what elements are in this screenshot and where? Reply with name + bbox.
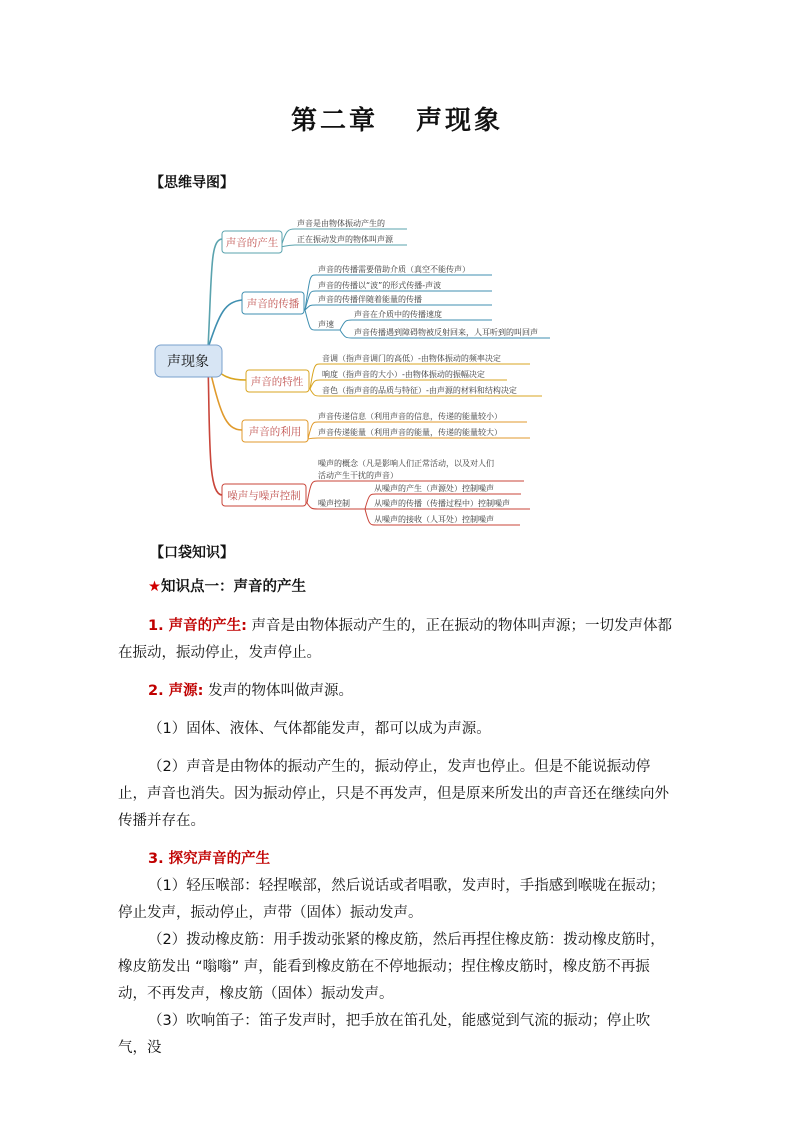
mindmap-leaf: 声音传递信息（利用声音的信息，传递的能量较小） bbox=[318, 412, 502, 421]
chapter-title bbox=[0, 100, 794, 137]
mindmap-leaf: 从噪声的接收（人耳处）控制噪声 bbox=[374, 515, 494, 524]
mind-map bbox=[150, 212, 550, 532]
star-icon: ★ bbox=[148, 579, 161, 595]
mindmap-leaf: 从噪声的传播（传播过程中）控制噪声 bbox=[374, 499, 510, 508]
mindmap-leaf: 声音的传播伴随着能量的传播 bbox=[318, 295, 422, 304]
mindmap-leaf: 声音的传播以“波”的形式传播-声波 bbox=[318, 281, 442, 290]
mindmap-leaf: 声音在介质中的传播速度 bbox=[354, 310, 442, 319]
branch-label: 声音的产生 bbox=[225, 237, 279, 249]
mindmap-leaf: 声音传递能量（利用声音的能量，传递的能量较大） bbox=[318, 428, 502, 437]
branch-label: 声音的利用 bbox=[248, 426, 302, 438]
mindmap-leaf: 活动产生干扰的声音） bbox=[318, 471, 398, 480]
mindmap-leaf: 声音是由物体振动产生的 bbox=[297, 219, 385, 228]
chapter-number: 第二章 bbox=[290, 106, 378, 136]
mindmap-leaf: 正在振动发声的物体叫声源 bbox=[297, 235, 393, 244]
paragraph: （2）声音是由物体的振动产生的，振动停止，发声也停止。但是不能说振动停止，声音也消失。因为振动停止，只是不再发声，但是原来所发出的声音还在继续向外传播并存在。 bbox=[118, 759, 669, 829]
mindmap-leaf: 音调（指声音调门的高低）-由物体振动的频率决定 bbox=[322, 354, 501, 363]
mindmap-leaf: 声音的传播需要借助介质（真空不能传声） bbox=[318, 265, 470, 274]
mindmap-leaf: 音色（指声音的品质与特征）-由声源的材料和结构决定 bbox=[322, 386, 517, 395]
paragraph: （2）拨动橡皮筋：用手拨动张紧的橡皮筋，然后再捏住橡皮筋：拨动橡皮筋时，橡皮筋发出 “嗡嗡” 声，能看到橡皮筋在不停地振动；捏住橡皮筋时，橡皮筋不再振动，不再发声，橡皮筋（固体）振动发声。 bbox=[118, 932, 665, 1002]
paragraph: 3. 探究声音的产生 bbox=[148, 851, 271, 867]
mindmap-root: 声现象 bbox=[167, 354, 209, 370]
paragraph: （1）轻压喉部：轻捏喉部，然后说话或者唱歌，发声时，手指感到喉咙在振动；停止发声，振动停止，声带（固体）振动发声。 bbox=[118, 878, 665, 921]
knowledge-content bbox=[118, 574, 678, 1062]
chapter-name: 声现象 bbox=[416, 106, 504, 136]
paragraph: （3）吹响笛子：笛子发声时，把手放在笛孔处，能感觉到气流的振动；停止吹气，没 bbox=[118, 1013, 651, 1056]
mindmap-subnode: 声速 bbox=[318, 320, 334, 329]
mindmap-heading: 【思维导图】 bbox=[150, 175, 234, 191]
branch-label: 噪声与噪声控制 bbox=[227, 490, 301, 502]
branch-label: 声音的传播 bbox=[246, 298, 300, 310]
mindmap-leaf: 响度（指声音的大小）-由物体振动的振幅决定 bbox=[322, 370, 485, 379]
paragraph: （1）固体、液体、气体都能发声，都可以成为声源。 bbox=[148, 721, 491, 737]
knowledge-heading: 【口袋知识】 bbox=[150, 545, 234, 561]
mindmap-leaf: 噪声的概念（凡是影响人们正常活动，以及对人们 bbox=[318, 459, 494, 468]
mindmap-leaf: 声音传播遇到障碍物被反射回来，人耳听到的叫回声 bbox=[354, 328, 538, 337]
paragraph: 1. 声音的产生: 声音是由物体振动产生的，正在振动的物体叫声源；一切发声体都在振动，振动停止，发声停止。 bbox=[118, 618, 673, 661]
mindmap-leaf: 从噪声的产生（声源处）控制噪声 bbox=[374, 484, 494, 493]
branch-label: 声音的特性 bbox=[250, 376, 304, 388]
mindmap-subnode: 噪声控制 bbox=[318, 499, 350, 508]
knowledge-point-title: ★知识点一：声音的产生 bbox=[148, 579, 306, 595]
paragraph: 2. 声源: 发声的物体叫做声源。 bbox=[148, 683, 354, 699]
